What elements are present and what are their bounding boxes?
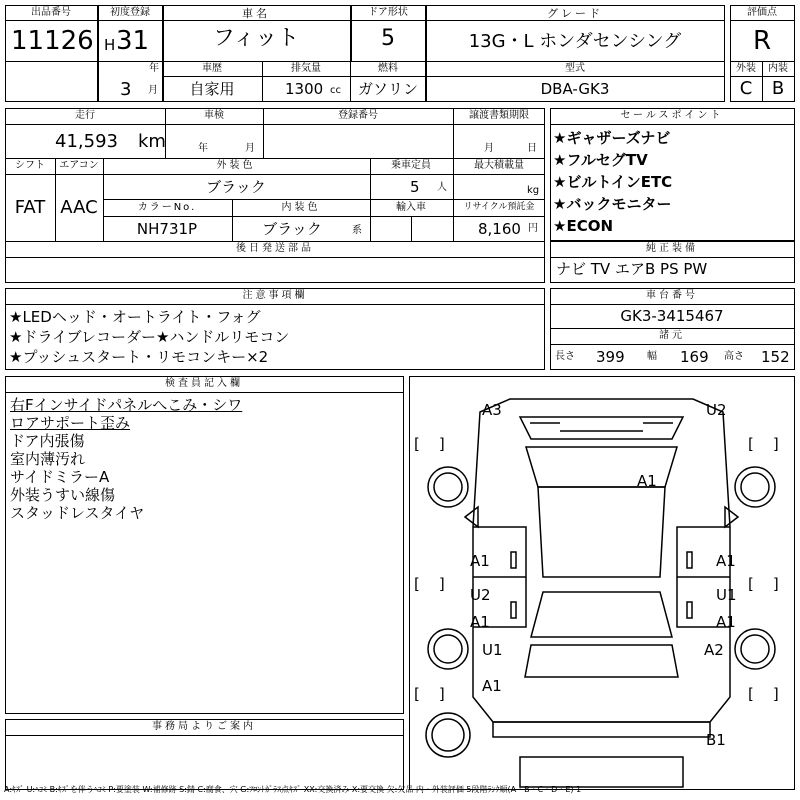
color-no: NH731P (136, 220, 198, 238)
int-color: ブラック (262, 220, 322, 238)
damage-code: U2 (470, 586, 491, 604)
int-grade: B (771, 78, 785, 99)
bracket-right-rear: [ ] (748, 685, 779, 703)
damage-code: U2 (706, 401, 727, 419)
equipment-value: ナビ TV エアB PS PW (556, 260, 708, 278)
shift: FAT (14, 197, 46, 218)
sales-point-item: ★ビルトインETC (553, 173, 673, 191)
inspection-year-unit: 年 (198, 143, 208, 154)
fuel-label: 燃料 (378, 63, 398, 74)
sales-point-item: ★ギャザーズナビ (553, 129, 671, 147)
ac-label: エアコン (59, 160, 99, 171)
inspection-month-unit: 月 (245, 143, 255, 154)
inspector-line: ロアサポート歪み (10, 414, 131, 432)
mileage: 41,593 (55, 131, 118, 152)
inspector-list (10, 396, 242, 522)
displacement: 1300 (285, 80, 324, 98)
first-reg-label: 初度登録 (110, 7, 150, 18)
damage-code: U1 (716, 586, 737, 604)
ext-color: ブラック (206, 178, 266, 196)
width: 169 (680, 348, 709, 366)
inspector-line: ドア内張傷 (10, 432, 85, 450)
int-color-label: 内装色 (281, 202, 321, 213)
max-load-label: 最大積載量 (474, 160, 524, 171)
sales-points-list (553, 127, 672, 237)
transfer-day-unit: 日 (527, 143, 537, 154)
first-reg-era: H (104, 36, 116, 54)
note-line: ★LEDヘッド・オートライト・フォグ (9, 308, 261, 326)
car-name-label: 車名 (242, 7, 270, 20)
damage-code: A1 (470, 552, 490, 570)
year-unit: 年 (149, 63, 159, 74)
car-name: フィット (212, 26, 300, 51)
capacity: 5 (410, 178, 420, 196)
office-label: 事務局よりご案内 (152, 721, 256, 732)
length-label: 長さ (555, 351, 575, 362)
score: R (752, 26, 772, 56)
fuel: ガソリン (357, 80, 419, 98)
inspector-line: スタッドレスタイヤ (10, 504, 145, 522)
equipment-label: 純正装備 (646, 243, 698, 254)
chassis-value: GK3-3415467 (620, 307, 724, 325)
shift-label: シフト (15, 160, 45, 171)
int-grade-label: 内装 (768, 63, 788, 74)
lot-no: 11126 (11, 26, 94, 56)
first-reg-month: 3 (120, 79, 132, 100)
model-label: 型式 (565, 63, 585, 74)
bracket-left-mid: [ ] (414, 575, 445, 593)
int-color-unit: 系 (352, 225, 362, 236)
note-line: ★ドライブレコーダー★ハンドルリモコン (9, 328, 290, 346)
color-no-label: カラーNo. (137, 202, 197, 213)
capacity-unit: 人 (437, 182, 447, 193)
sales-point-item: ★バックモニター (553, 195, 672, 213)
damage-code: A1 (637, 472, 657, 490)
notes-list (9, 307, 289, 367)
ext-grade-label: 外装 (736, 63, 756, 74)
sales-point-item: ★フルセグTV (553, 151, 648, 169)
door-label: ドア形状 (368, 7, 408, 18)
capacity-label: 乗車定員 (391, 160, 431, 171)
transfer-label: 譲渡書類期限 (469, 110, 529, 121)
bracket-right-mid: [ ] (748, 575, 779, 593)
first-reg-year: 31 (116, 26, 150, 56)
damage-code: A1 (482, 677, 502, 695)
specs-label: 諸元 (659, 330, 685, 341)
inspector-line: サイドミラーA (10, 468, 110, 486)
mileage-unit: km (138, 131, 166, 152)
bracket-left-rear: [ ] (414, 685, 445, 703)
inspector-line: 室内薄汚れ (10, 450, 86, 468)
height-label: 高さ (724, 351, 744, 362)
width-label: 幅 (647, 351, 657, 362)
max-load-unit: kg (527, 185, 540, 196)
recycle-label: リサイクル預託金 (463, 202, 535, 212)
mileage-label: 走行 (75, 110, 95, 121)
ext-color-label: 外装色 (216, 160, 256, 171)
damage-code: A1 (716, 613, 736, 631)
displacement-unit: cc (330, 85, 341, 96)
height: 152 (761, 348, 790, 366)
history: 自家用 (189, 80, 235, 98)
inspector-line: 外装うすい線傷 (10, 486, 116, 504)
bracket-right-front: [ ] (748, 435, 779, 453)
notes-label: 注意事項欄 (242, 290, 308, 301)
sales-points-label: セールスポイント (620, 110, 724, 121)
inspector-label: 検査員記入欄 (165, 378, 243, 389)
damage-code: A1 (716, 552, 736, 570)
transfer-month-unit: 月 (484, 143, 494, 154)
recycle: 8,160 (478, 220, 521, 238)
history-label: 車歴 (202, 63, 222, 74)
car-diagram-block (409, 376, 795, 790)
displacement-label: 排気量 (291, 63, 321, 74)
grade-label: グレード (547, 7, 603, 20)
grade: 13G・L ホンダセンシング (468, 31, 682, 52)
damage-code: A2 (704, 641, 724, 659)
score-label: 評価点 (747, 7, 777, 18)
model: DBA-GK3 (540, 80, 610, 98)
damage-code: A3 (482, 401, 502, 419)
doors: 5 (381, 26, 395, 51)
recycle-unit: 円 (528, 223, 538, 234)
reg-no-label: 登録番号 (338, 110, 378, 121)
month-unit: 月 (148, 85, 158, 96)
length: 399 (596, 348, 625, 366)
damage-code: A1 (470, 613, 490, 631)
lot-no-label: 出品番号 (31, 7, 71, 18)
ext-grade: C (739, 78, 753, 99)
legend-text: A:ｷｽﾞ U:ﾍｺﾐ B:ｷｽﾞを伴うﾍｺﾐ P:要塗装 W:補修跡 S:錆 C:腐食、穴 G:ﾌﾛﾝﾄｶﾞﾗｽ点ｷｽﾞ XX:交換済み X:要交換 欠:欠品 内・外装評価 5段階ﾗﾝｸ順(A・B・C・D・E) 1 (4, 785, 582, 794)
inspector-line: 右Fインサイドパネルへこみ・シワ (10, 396, 243, 414)
damage-code: B1 (706, 731, 726, 749)
inspection-label: 車検 (204, 110, 224, 121)
note-line: ★プッシュスタート・リモコンキー×2 (9, 348, 269, 366)
car-diagram (410, 377, 793, 788)
later-parts-label: 後日発送部品 (236, 243, 314, 254)
damage-code: U1 (482, 641, 503, 659)
sales-point-item: ★ECON (553, 217, 614, 235)
bracket-left-front: [ ] (414, 435, 445, 453)
ac: AAC (60, 197, 98, 218)
chassis-label: 車台番号 (646, 290, 698, 301)
import-label: 輸入車 (396, 202, 426, 213)
